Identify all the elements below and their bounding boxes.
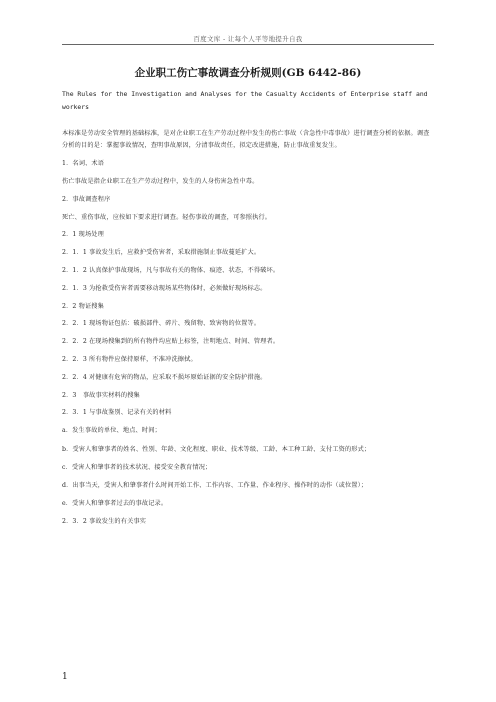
document-body <box>62 66 434 535</box>
paragraph: 2．1．1 事故发生后，应救护受伤害者，采取措施制止事故蔓延扩大。 <box>62 249 261 257</box>
paragraph: 2．2．4 对健康有危害的物品，应采取不损坏原始证据的安全防护措施。 <box>62 373 267 381</box>
paragraph: 2．事故调查程序 <box>62 195 111 203</box>
paragraph: 2．1．3 为抢救受伤害者需要移动现场某些物体时，必须做好现场标志。 <box>62 284 267 292</box>
paragraph: 1．名词、术语 <box>62 160 105 168</box>
paragraph: 2．2 物证搜集 <box>62 302 104 310</box>
paragraph: c．受害人和肇事者的技术状况、接受安全教育情况； <box>62 464 212 472</box>
document-title: 企业职工伤亡事故调查分析规则(GB 6442-86) <box>134 67 362 79</box>
header-text: 百度文库 - 让每个人平等地提升自我 <box>193 35 303 43</box>
paragraph: d．出事当天，受害人和肇事者什么时间开始工作、工作内容、工作量、作业程序、操作时的动作（或位置）； <box>62 482 368 490</box>
paragraph: 2．3．1 与事故鉴别、记录有关的材料 <box>62 409 172 417</box>
paragraph: 2．1 现场处理 <box>62 231 104 239</box>
paragraph: 本标准是劳动安全管理的基础标准，是对企业职工在生产劳动过程中发生的伤亡事故（含急性中毒事故）进行调查分析的依据。调查分析的目的是：掌握事故情况，查明事故原因，分清事故责任，拟定改进措施，防止事故重复发生。 <box>62 130 430 149</box>
paragraph: 2．2．3 所有物件应保持原样，不准冲洗擦拭。 <box>62 356 197 364</box>
paragraph: b．受害人和肇事者的姓名、性别、年龄、文化程度、职业、技术等级、工龄、本工种工龄、支付工资的形式； <box>62 446 371 454</box>
document-subtitle: The Rules for the Investigation and Analyses for the Casualty Accidents of Enterprise staff and workers <box>62 90 428 111</box>
paragraph: 2．2．2 在现场搜集到的所有物件均应贴上标签，注明地点、时间、管理者。 <box>62 338 280 346</box>
header-divider <box>62 44 434 45</box>
paragraph: 2．3 事故事实材料的搜集 <box>62 391 140 399</box>
paragraph: 2．1．2 认真保护事故现场，凡与事故有关的物体、痕迹、状态，不得破坏。 <box>62 267 280 275</box>
paragraph: a．发生事故的单位、地点、时间； <box>62 427 161 435</box>
paragraph: e．受害人和肇事者过去的事故记录。 <box>62 499 168 507</box>
paragraph: 2．2．1 现场物证包括：破损部件、碎片、残留物、致害物的位置等。 <box>62 320 261 328</box>
page-number: 1 <box>62 672 68 682</box>
paragraph: 2．3．2 事故发生的有关事实 <box>62 517 147 525</box>
paragraph: 伤亡事故是指企业职工在生产劳动过程中，发生的人身伤害急性中毒。 <box>62 178 259 186</box>
paragraph: 死亡、重伤事故，应按如下要求进行调查。轻伤事故的调查，可参照执行。 <box>62 213 272 221</box>
